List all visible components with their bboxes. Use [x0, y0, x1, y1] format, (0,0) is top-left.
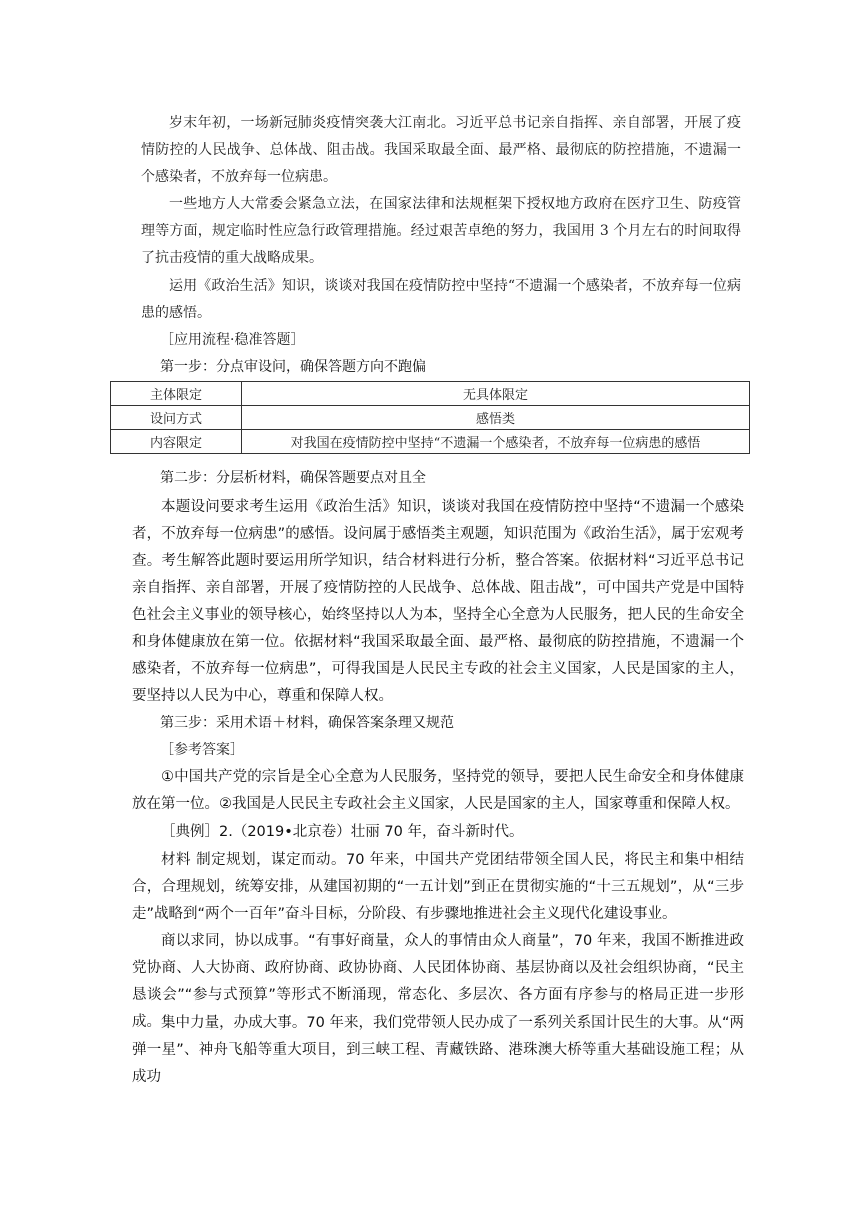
table-row [111, 406, 750, 430]
analysis-paragraph: 本题设问要求考生运用《政治生活》知识，谈谈对我国在疫情防控中坚持“不遗漏一个感染者，不放弃每一位病患”的感悟。设问属于感悟类主观题，知识范围为《政治生活》，属于宏观考查。考生解答此题时要运用所学知识，结合材料进行分析，整合答案。依据材料“习近平总书记亲自指挥、亲自部署，开展了疫情防控的人民战争、总体战、阻击战”，可中国共产党是中国特色社会主义事业的领导核心，始终坚持以人为本，坚持全心全意为人民服务，把人民的生命安全和身体健康放在第一位。依据材料“我国采取最全面、最严格、最彻底的防控措施，不遗漏一个感染者，不放弃每一位病患”，可得我国是人民民主专政的社会主义国家，人民是国家的主人，要坚持以人民为中心，尊重和保障人权。 [132, 499, 744, 704]
flow-heading: ［应用流程·稳准答题］ [160, 332, 305, 348]
step-1-heading: 第一步：分点审设问，确保答题方向不跑偏 [160, 359, 426, 375]
table-value: 感悟类 [242, 406, 750, 430]
step-2-heading: 第二步：分层析材料，确保答题要点对且全 [160, 470, 426, 486]
question-analysis-table [110, 381, 750, 454]
table-value: 无具体限定 [242, 382, 750, 406]
table-label: 主体限定 [111, 382, 242, 406]
table-row [111, 430, 750, 454]
table-label: 内容限定 [111, 430, 242, 454]
example-material-2: 商以求同，协以成事。“有事好商量，众人的事情由众人商量”，70 年来，我国不断推进政党协商、人大协商、政府协商、政协协商、人民团体协商、基层协商以及社会组织协商，“民主恳谈会”“参与式预算”等形式不断涌现，常态化、多层次、各方面有序参与的格局正进一步形成。 [132, 933, 744, 1030]
step-3-heading: 第三步：采用术语＋材料，确保答案条理又规范 [160, 715, 454, 731]
table-row [111, 382, 750, 406]
example-material-3: 集中力量，办成大事。70 年来，我们党带领人民办成了一系列关系国计民生的大事。从“两弹一星”、神舟飞船等重大项目，到三峡工程、青藏铁路、港珠澳大桥等重大基础设施工程；从成功 [132, 1015, 744, 1085]
material-paragraph-1: 岁末年初，一场新冠肺炎疫情突袭大江南北。习近平总书记亲自指挥、亲自部署，开展了疫情防控的人民战争、总体战、阻击战。我国采取最全面、最严格、最彻底的防控措施，不遗漏一个感染者，不放弃每一位病患。 [141, 115, 741, 185]
table-value: 对我国在疫情防控中坚持“不遗漏一个感染者，不放弃每一位病患的感悟 [242, 430, 750, 454]
example-material-1: 材料 制定规划，谋定而动。70 年来，中国共产党团结带领全国人民，将民主和集中相结合，合理规划，统筹安排，从建国初期的“一五计划”到正在贯彻实施的“十三五规划”，从“三步走”战略到“两个一百年”奋斗目标，分阶段、有步骤地推进社会主义现代化建设事业。 [132, 852, 744, 922]
answer-heading: ［参考答案］ [160, 742, 244, 758]
material-paragraph-2: 一些地方人大常委会紧急立法，在国家法律和法规框架下授权地方政府在医疗卫生、防疫管理等方面，规定临时性应急行政管理措施。经过艰苦卓绝的努力，我国用 3 个月左右的时间取得了抗击疫情的重大战略成果。 [141, 196, 741, 266]
table-label: 设问方式 [111, 406, 242, 430]
question-text: 运用《政治生活》知识，谈谈对我国在疫情防控中坚持“不遗漏一个感染者，不放弃每一位病患的感悟。 [141, 278, 741, 321]
example-heading: ［典例］2.（2019•北京卷）壮丽 70 年，奋斗新时代。 [161, 824, 524, 840]
answer-paragraph: ①中国共产党的宗旨是全心全意为人民服务，坚持党的领导，要把人民生命安全和身体健康放在第一位。②我国是人民民主专政社会主义国家，人民是国家的主人，国家尊重和保障人权。 [132, 769, 744, 812]
